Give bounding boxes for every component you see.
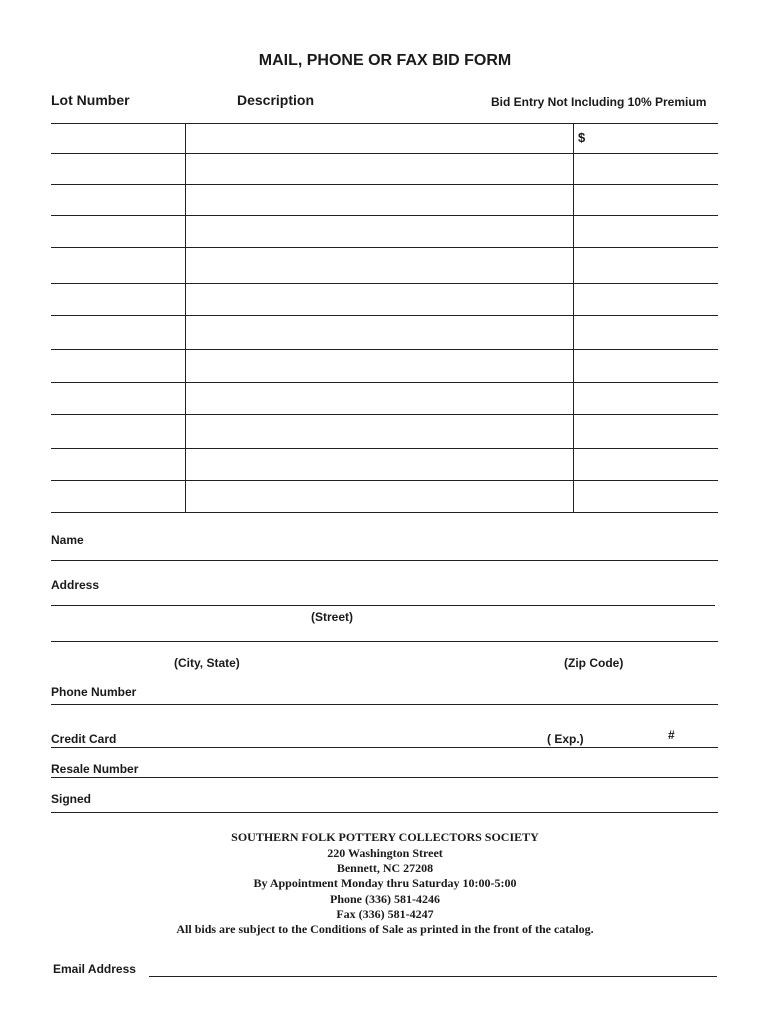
column-divider-lot [185,123,186,512]
name-label: Name [51,533,84,547]
zip-code-caption: (Zip Code) [564,656,624,670]
description-header: Description [237,92,315,108]
society-city: Bennett, NC 27208 [336,861,434,875]
phone-number-input-line[interactable] [51,704,718,705]
lot-number-header: Lot Number [51,92,130,108]
society-fax: Fax (336) 581-4247 [336,907,434,921]
signed-label: Signed [51,792,92,806]
column-divider-bid [573,123,574,512]
credit-card-label: Credit Card [51,732,117,746]
conditions-note: All bids are subject to the Conditions of Sale as printed in the front of the catalog. [176,922,594,936]
table-bottom-rule [51,512,718,513]
society-name: SOUTHERN FOLK POTTERY COLLECTORS SOCIETY [231,830,539,844]
dollar-sign: $ [578,130,586,145]
credit-card-input-line[interactable] [51,747,718,748]
form-title: MAIL, PHONE OR FAX BID FORM [258,52,512,69]
society-hours: By Appointment Monday thru Saturday 10:00-5:00 [253,876,517,890]
signature-input-line[interactable] [51,812,718,813]
description-column[interactable] [187,124,572,512]
street-input-line[interactable] [51,605,715,606]
email-address-label: Email Address [53,962,136,976]
bid-entry-column[interactable] [575,124,718,512]
city-state-caption: (City, State) [174,656,240,670]
resale-number-input-line[interactable] [51,777,718,778]
society-phone: Phone (336) 581-4246 [330,892,440,906]
email-address-input-line[interactable] [149,976,717,977]
society-street: 220 Washington Street [327,846,443,860]
lot-number-column[interactable] [51,124,184,512]
name-input-line[interactable] [51,560,718,561]
phone-number-label: Phone Number [51,685,137,699]
resale-number-label: Resale Number [51,762,139,776]
bid-entry-header: Bid Entry Not Including 10% Premium [491,95,707,109]
address-label: Address [51,578,100,592]
city-state-zip-input-line[interactable] [51,641,718,642]
expiration-label: ( Exp.) [547,732,584,746]
card-number-hash: # [668,728,675,742]
street-caption: (Street) [311,610,354,624]
